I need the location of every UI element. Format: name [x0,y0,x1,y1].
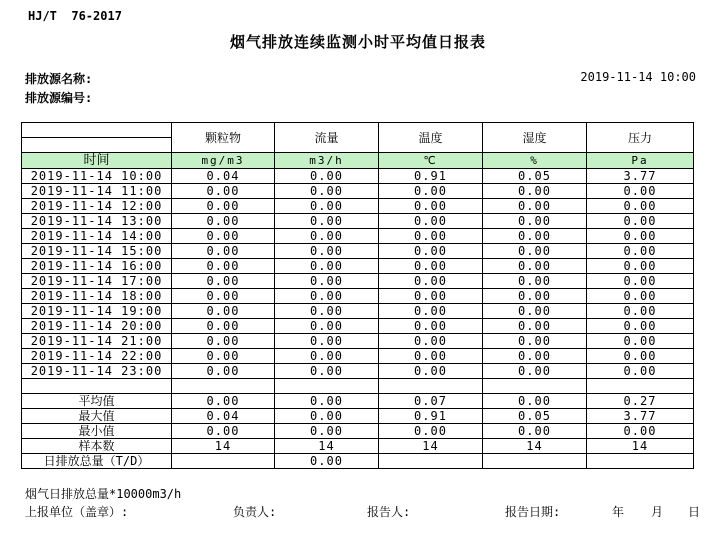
value-cell-2: 0.00 [275,334,379,349]
unit-cell-3: ℃ [379,153,483,169]
table-body [22,169,694,469]
summary-row [22,424,694,439]
summary-value-1 [172,454,275,469]
value-cell-3: 0.00 [379,259,483,274]
value-cell-1: 0.00 [172,214,275,229]
report-date-label: 报告日期: [505,505,561,519]
value-cell-2: 0.00 [275,289,379,304]
corner-cell-top [22,123,172,138]
value-cell-3: 0.00 [379,364,483,379]
empty-cell [587,379,694,394]
report-unit-label: 上报单位（盖章）: [25,505,129,519]
value-cell-5: 0.00 [587,364,694,379]
value-cell-3: 0.00 [379,304,483,319]
value-cell-5: 0.00 [587,244,694,259]
value-cell-5: 0.00 [587,274,694,289]
day-label: 日 [688,505,701,519]
data-row [22,244,694,259]
value-cell-2: 0.00 [275,274,379,289]
summary-value-4: 0.00 [483,424,587,439]
data-row [22,214,694,229]
column-header-1: 颗粒物 [172,123,275,153]
value-cell-1: 0.00 [172,259,275,274]
value-cell-1: 0.00 [172,334,275,349]
empty-cell [172,379,275,394]
value-cell-1: 0.00 [172,229,275,244]
summary-value-5: 0.00 [587,424,694,439]
data-row [22,229,694,244]
summary-value-3: 14 [379,439,483,454]
column-header-4: 湿度 [483,123,587,153]
value-cell-2: 0.00 [275,199,379,214]
value-cell-3: 0.00 [379,349,483,364]
data-row [22,274,694,289]
value-cell-5: 0.00 [587,349,694,364]
month-label: 月 [651,505,664,519]
value-cell-4: 0.00 [483,184,587,199]
value-cell-3: 0.91 [379,169,483,184]
data-row [22,334,694,349]
value-cell-2: 0.00 [275,229,379,244]
summary-value-4: 0.05 [483,409,587,424]
value-cell-3: 0.00 [379,229,483,244]
page-title: 烟气排放连续监测小时平均值日报表 [229,33,486,51]
responsible-label: 负责人: [233,505,277,519]
corner-cell-bottom [22,138,172,153]
value-cell-3: 0.00 [379,334,483,349]
value-cell-5: 0.00 [587,199,694,214]
value-cell-3: 0.00 [379,319,483,334]
value-cell-5: 0.00 [587,229,694,244]
time-cell: 2019-11-14 19:00 [22,304,172,319]
value-cell-5: 0.00 [587,334,694,349]
value-cell-4: 0.00 [483,244,587,259]
value-cell-5: 0.00 [587,289,694,304]
summary-value-5: 14 [587,439,694,454]
time-cell: 2019-11-14 13:00 [22,214,172,229]
data-row [22,199,694,214]
data-row [22,259,694,274]
value-cell-2: 0.00 [275,364,379,379]
note-text: 烟气日排放总量*10000m3/h [25,487,182,501]
value-cell-1: 0.00 [172,304,275,319]
summary-value-4 [483,454,587,469]
summary-value-5: 0.27 [587,394,694,409]
time-cell: 2019-11-14 18:00 [22,289,172,304]
value-cell-4: 0.00 [483,289,587,304]
data-row [22,169,694,184]
summary-row [22,409,694,424]
data-row [22,304,694,319]
summary-value-4: 0.00 [483,394,587,409]
year-label: 年 [612,505,625,519]
value-cell-5: 0.00 [587,259,694,274]
value-cell-4: 0.00 [483,319,587,334]
column-header-5: 压力 [587,123,694,153]
value-cell-1: 0.00 [172,319,275,334]
summary-value-1: 14 [172,439,275,454]
summary-value-2: 0.00 [275,409,379,424]
value-cell-4: 0.00 [483,214,587,229]
value-cell-1: 0.00 [172,289,275,304]
empty-cell [275,379,379,394]
summary-label: 样本数 [22,439,172,454]
value-cell-1: 0.00 [172,244,275,259]
time-cell: 2019-11-14 12:00 [22,199,172,214]
value-cell-2: 0.00 [275,349,379,364]
value-cell-5: 3.77 [587,169,694,184]
value-cell-4: 0.00 [483,259,587,274]
column-header-2: 流量 [275,123,379,153]
summary-value-3: 0.00 [379,424,483,439]
value-cell-2: 0.00 [275,184,379,199]
summary-label: 最小值 [22,424,172,439]
summary-value-2: 14 [275,439,379,454]
value-cell-3: 0.00 [379,289,483,304]
time-cell: 2019-11-14 21:00 [22,334,172,349]
value-cell-5: 0.00 [587,319,694,334]
data-row [22,289,694,304]
data-row [22,184,694,199]
value-cell-5: 0.00 [587,304,694,319]
source-name-label: 排放源名称: [25,72,93,86]
summary-value-1: 0.04 [172,409,275,424]
time-cell: 2019-11-14 16:00 [22,259,172,274]
time-cell: 2019-11-14 10:00 [22,169,172,184]
summary-row [22,394,694,409]
standard-number: HJ/T 76-2017 [28,9,122,23]
value-cell-1: 0.00 [172,364,275,379]
value-cell-2: 0.00 [275,244,379,259]
units-row [22,153,694,169]
pollutant-header-row [22,123,694,138]
value-cell-2: 0.00 [275,214,379,229]
data-row [22,319,694,334]
value-cell-3: 0.00 [379,214,483,229]
summary-value-5: 3.77 [587,409,694,424]
summary-label: 日排放总量（T/D） [22,454,172,469]
time-header-cell: 时间 [22,153,172,169]
value-cell-1: 0.00 [172,199,275,214]
unit-cell-1: mg/m3 [172,153,275,169]
summary-value-2: 0.00 [275,424,379,439]
spacer-row [22,379,694,394]
value-cell-1: 0.00 [172,184,275,199]
unit-cell-2: m3/h [275,153,379,169]
value-cell-4: 0.00 [483,304,587,319]
time-cell: 2019-11-14 11:00 [22,184,172,199]
time-cell: 2019-11-14 22:00 [22,349,172,364]
unit-cell-5: Pa [587,153,694,169]
value-cell-2: 0.00 [275,319,379,334]
empty-cell [379,379,483,394]
data-row [22,364,694,379]
value-cell-5: 0.00 [587,184,694,199]
value-cell-2: 0.00 [275,169,379,184]
summary-value-1: 0.00 [172,424,275,439]
summary-value-4: 14 [483,439,587,454]
summary-value-2: 0.00 [275,394,379,409]
time-cell: 2019-11-14 15:00 [22,244,172,259]
value-cell-1: 0.00 [172,349,275,364]
summary-value-5 [587,454,694,469]
summary-value-3: 0.07 [379,394,483,409]
time-cell: 2019-11-14 17:00 [22,274,172,289]
value-cell-4: 0.05 [483,169,587,184]
time-cell: 2019-11-14 14:00 [22,229,172,244]
monitoring-table [21,122,694,469]
time-cell: 2019-11-14 20:00 [22,319,172,334]
value-cell-1: 0.00 [172,274,275,289]
summary-value-3: 0.91 [379,409,483,424]
value-cell-2: 0.00 [275,304,379,319]
value-cell-4: 0.00 [483,229,587,244]
summary-value-1: 0.00 [172,394,275,409]
column-header-3: 温度 [379,123,483,153]
value-cell-3: 0.00 [379,199,483,214]
time-cell: 2019-11-14 23:00 [22,364,172,379]
value-cell-4: 0.00 [483,334,587,349]
value-cell-2: 0.00 [275,259,379,274]
value-cell-4: 0.00 [483,274,587,289]
summary-label: 平均值 [22,394,172,409]
source-code-label: 排放源编号: [25,91,93,105]
value-cell-3: 0.00 [379,274,483,289]
summary-value-2: 0.00 [275,454,379,469]
report-datetime: 2019-11-14 10:00 [580,70,696,84]
data-row [22,349,694,364]
value-cell-3: 0.00 [379,244,483,259]
value-cell-5: 0.00 [587,214,694,229]
empty-cell [22,379,172,394]
summary-label: 最大值 [22,409,172,424]
summary-value-3 [379,454,483,469]
unit-cell-4: % [483,153,587,169]
value-cell-3: 0.00 [379,184,483,199]
value-cell-1: 0.04 [172,169,275,184]
value-cell-4: 0.00 [483,364,587,379]
summary-row [22,439,694,454]
summary-row [22,454,694,469]
value-cell-4: 0.00 [483,199,587,214]
reporter-label: 报告人: [367,505,411,519]
value-cell-4: 0.00 [483,349,587,364]
empty-cell [483,379,587,394]
